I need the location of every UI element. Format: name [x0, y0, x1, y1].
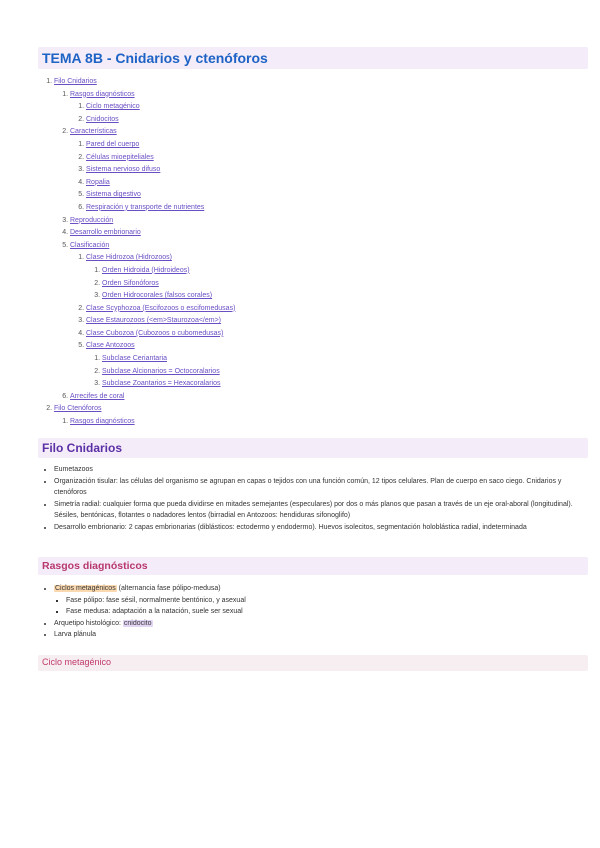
toc-link[interactable]: Células mioepiteliales: [86, 153, 154, 161]
list-item: • Organización tisular: las células del organismo se agrupan en capas o tejidos con una función común, 12 tipos celulares. Plan de cuerpo en saco ciego. Cnidarios y ctenóforos: [54, 476, 588, 499]
subsection-heading-text: Ciclo metagénico: [42, 657, 112, 667]
toc-item: [102, 290, 588, 303]
bullet-list: [38, 464, 588, 534]
toc-item: [70, 416, 588, 429]
toc-item: [86, 303, 588, 316]
toc-item: [86, 177, 588, 190]
toc-link[interactable]: Clase Cubozoa (Cubozoos o cubomedusas): [86, 329, 224, 337]
toc-item: [86, 189, 588, 202]
list-item: • Larva plánula: [54, 629, 588, 641]
toc-item: [86, 114, 588, 127]
toc-link[interactable]: Orden Hidrocorales (falsos corales): [102, 292, 213, 300]
toc-item: [70, 227, 588, 240]
toc-link[interactable]: Subclase Alcionarios = Octocoralarios: [102, 367, 220, 375]
toc-link[interactable]: Desarrollo embrionario: [70, 229, 141, 237]
toc-item: [102, 278, 588, 291]
toc-link[interactable]: Ropalia: [86, 178, 110, 186]
toc-link[interactable]: Subclase Zoantarios = Hexacoralarios: [102, 380, 221, 388]
section-heading-text: Filo Cnidarios: [42, 441, 123, 455]
toc-item: [70, 391, 588, 404]
toc-item: [102, 265, 588, 278]
toc-link[interactable]: Reproducción: [70, 216, 114, 224]
toc-item: [102, 378, 588, 391]
toc-item: [86, 340, 588, 390]
list-item: ▪ Fase medusa: adaptación a la natación, suele ser sexual: [66, 606, 588, 618]
list-item: [54, 618, 588, 630]
toc-item: [86, 252, 588, 302]
toc-link[interactable]: Clase Hidrozoa (Hidrozoos): [86, 254, 172, 262]
toc-link[interactable]: Sistema digestivo: [86, 191, 141, 199]
toc-link[interactable]: Clase Antozoos: [86, 342, 135, 350]
toc-link[interactable]: Clase Scyphozoa (Escifozoos o escifomedusas): [86, 304, 236, 312]
toc-list: [38, 76, 588, 429]
sub-bullet-list: [54, 595, 588, 618]
toc-link[interactable]: Sistema nervioso difuso: [86, 166, 161, 174]
toc-link[interactable]: Subclase Ceriantaria: [102, 355, 167, 363]
section-heading-filo-cnidarios: [38, 438, 588, 458]
toc-link[interactable]: Cnidocitos: [86, 115, 119, 123]
list-item: [54, 583, 588, 618]
page-title: TEMA 8B - Cnidarios y ctenóforos: [42, 50, 268, 66]
filo-cnidarios-content: [38, 464, 588, 534]
toc-link[interactable]: Filo Cnidarios: [54, 78, 97, 85]
section-heading-text: Rasgos diagnósticos: [42, 560, 148, 572]
toc-item: [86, 315, 588, 328]
rasgos-content: [38, 583, 588, 641]
toc-item: [86, 139, 588, 152]
toc-item: [70, 215, 588, 228]
toc-item: [70, 89, 588, 127]
list-item: • Simetría radial: cualquier forma que pueda dividirse en mitades semejantes (especulares) por dos o más planos que pasan a través de un eje oral-aboral (longitudinal). Sésiles, bentónicas, flotantes o nadadores lentos (birradial en Antozoos: hendiduras sifonoglifo): [54, 499, 588, 522]
toc-item: [54, 403, 588, 428]
list-item: ▪ Fase pólipo: fase sésil, normalmente bentónico, y asexual: [66, 595, 588, 607]
toc-item: [86, 101, 588, 114]
toc-item: [86, 328, 588, 341]
toc-link[interactable]: Arrecifes de coral: [70, 392, 125, 400]
toc-item: [86, 152, 588, 165]
toc-item: [102, 353, 588, 366]
toc-link[interactable]: Pared del cuerpo: [86, 140, 140, 148]
list-item: • Eumetazoos: [54, 464, 588, 476]
toc-link[interactable]: Características: [70, 128, 117, 136]
toc-link[interactable]: Orden Hidroida (Hidroideos): [102, 266, 190, 274]
toc-item: [102, 366, 588, 379]
toc-link[interactable]: Respiración y transporte de nutrientes: [86, 203, 205, 211]
toc-link[interactable]: Ciclo metagénico: [86, 103, 140, 111]
toc-link[interactable]: Clasificación: [70, 241, 110, 249]
list-item: • Desarrollo embrionario: 2 capas embrionarias (diblásticos: ectodermo y endodermo). Huevos isolecitos, segmentación holoblástica radial, indeterminada: [54, 522, 588, 534]
section-heading-rasgos: [38, 557, 588, 575]
toc-item: [70, 126, 588, 214]
toc-link[interactable]: Filo Ctenóforos: [54, 405, 102, 413]
highlight-term: Ciclos metagénicos: [55, 585, 116, 592]
toc-link[interactable]: Orden Sifonóforos: [102, 279, 159, 287]
list-item-text: Arquetipo histológico:: [54, 619, 123, 627]
toc-item: [86, 164, 588, 177]
toc-item: [70, 240, 588, 391]
toc-link[interactable]: Clase Estaurozoos (<em>Staurozoa</em>): [86, 317, 222, 325]
bullet-list: [38, 583, 588, 641]
toc-item: [86, 202, 588, 215]
list-item-text: (alternancia fase pólipo-medusa): [116, 585, 221, 592]
title-bar: [38, 47, 588, 69]
table-of-contents: [38, 76, 588, 429]
toc-link[interactable]: Rasgos diagnósticos: [70, 90, 135, 98]
toc-link[interactable]: Rasgos diagnósticos: [70, 418, 135, 426]
toc-item: [54, 76, 588, 403]
subsection-heading-ciclo: [38, 655, 588, 671]
highlight-term: cnidocito: [123, 619, 152, 627]
